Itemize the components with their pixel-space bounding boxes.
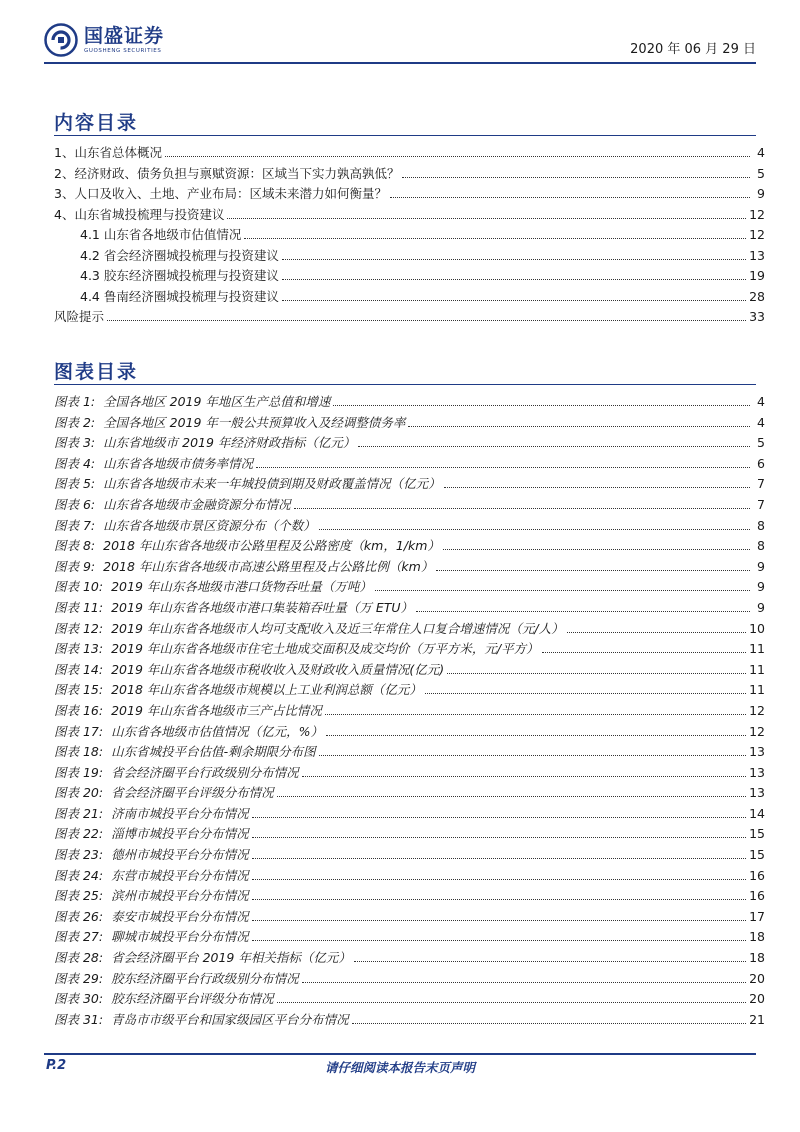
figure-entry[interactable]	[54, 804, 765, 825]
figure-entry[interactable]	[54, 701, 765, 722]
toc-entry-page: 9	[757, 186, 765, 201]
figure-entry-title: 胶东经济圈平台行政级别分布情况	[111, 970, 299, 986]
figure-leader-dots	[302, 981, 746, 983]
figure-leader-dots	[542, 651, 747, 653]
figure-leader-dots	[252, 939, 746, 941]
figure-leader-dots	[354, 960, 746, 962]
figure-leader-dots	[252, 836, 746, 838]
toc-entry[interactable]	[54, 287, 765, 308]
toc-entry[interactable]	[54, 164, 765, 185]
toc-entry-label: 4.1 山东省各地级市估值情况	[80, 227, 242, 242]
figure-entry-title: 2019 年山东省各地级市住宅土地成交面积及成交均价（万平方米，元/平方）	[111, 641, 539, 657]
figure-entry[interactable]	[54, 845, 765, 866]
figure-entry-number: 图表 9:	[54, 558, 96, 574]
figure-entry-title: 聊城市城投平台分布情况	[111, 929, 249, 945]
figure-entry-page: 7	[757, 476, 765, 492]
figure-entry-title: 2018 年山东省各地级市公路里程及公路密度（km，1/km）	[103, 538, 440, 554]
figure-entry-page: 7	[757, 496, 765, 512]
figure-entry-title: 淄博市城投平台分布情况	[111, 826, 249, 842]
figure-entry-number: 图表 14:	[54, 661, 104, 677]
toc-entry[interactable]	[54, 143, 765, 164]
figure-entry[interactable]	[54, 557, 765, 578]
figure-entry-title: 山东省各地级市债务率情况	[103, 455, 254, 471]
footer-divider	[44, 1053, 756, 1055]
figure-leader-dots	[567, 631, 747, 633]
figure-entry-number: 图表 30:	[54, 991, 104, 1007]
figure-entry[interactable]	[54, 927, 765, 948]
figure-entry-page: 5	[757, 435, 765, 451]
figure-entry[interactable]	[54, 886, 765, 907]
figure-entry-title: 山东省地级市 2019 年经济财政指标（亿元）	[103, 435, 356, 451]
toc-title: 内容目录	[54, 112, 139, 134]
toc-entry[interactable]	[54, 225, 765, 246]
figure-entry-title: 胶东经济圈平台评级分布情况	[111, 991, 274, 1007]
figure-entry-title: 省会经济圈平台评级分布情况	[111, 785, 274, 801]
figure-entry-page: 18	[749, 950, 765, 966]
figure-entry-number: 图表 24:	[54, 867, 104, 883]
figure-entry[interactable]	[54, 495, 765, 516]
figure-entry-number: 图表 27:	[54, 929, 104, 945]
figure-leader-dots	[375, 589, 750, 591]
brand-name: 国盛证券	[84, 25, 165, 47]
figure-entry-number: 图表 22:	[54, 826, 104, 842]
figure-entry-page: 9	[757, 599, 765, 615]
figure-entry-page: 10	[749, 620, 765, 636]
figure-entry-number: 图表 29:	[54, 970, 104, 986]
toc-leader-dots	[244, 237, 746, 239]
toc-entry-page: 12	[749, 206, 765, 222]
figure-leader-dots	[294, 507, 750, 509]
figure-entry-page: 6	[757, 455, 765, 471]
figure-entry[interactable]	[54, 722, 765, 743]
figure-leader-dots	[444, 486, 750, 488]
figures-title: 图表目录	[54, 361, 139, 383]
figure-entry-page: 8	[757, 517, 765, 533]
toc-title-divider	[54, 135, 756, 136]
toc-leader-dots	[282, 278, 746, 280]
figure-entry-title: 全国各地区 2019 年一般公共预算收入及经调整债务率	[103, 414, 406, 430]
figure-entry-title: 山东省各地级市未来一年城投债到期及财政覆盖情况（亿元）	[103, 476, 441, 492]
figure-entry-title: 2019 年山东各地级市港口货物吞吐量（万吨）	[111, 579, 372, 595]
figure-entry-title: 省会经济圈平台行政级别分布情况	[111, 764, 299, 780]
figure-entry[interactable]	[54, 948, 765, 969]
toc-leader-dots	[282, 258, 746, 260]
toc-leader-dots	[402, 176, 750, 178]
figure-entry-title: 山东省城投平台估值-剩余期限分布图	[111, 744, 316, 760]
figure-entry-number: 图表 19:	[54, 764, 104, 780]
brand-name-english: GUOSHENG SECURITIES	[84, 48, 162, 54]
figure-entry-page: 11	[749, 661, 765, 677]
figure-leader-dots	[352, 1022, 746, 1024]
toc-list	[54, 143, 765, 328]
figure-entry[interactable]	[54, 577, 765, 598]
figure-entry-page: 15	[749, 847, 765, 863]
figure-entry-page: 21	[749, 1011, 765, 1027]
figure-entry-number: 图表 15:	[54, 682, 104, 698]
figure-entry-number: 图表 17:	[54, 723, 104, 739]
figure-entry[interactable]	[54, 516, 765, 537]
figure-entry[interactable]	[54, 474, 765, 495]
figure-leader-dots	[333, 404, 750, 406]
toc-entry-label: 4、山东省城投梳理与投资建议	[54, 206, 225, 222]
figure-leader-dots	[252, 919, 746, 921]
figure-entry-page: 9	[757, 558, 765, 574]
figure-entry-title: 2019 年山东省各地级市税收收入及财政收入质量情况(亿元)	[111, 661, 445, 677]
figure-entry-title: 济南市城投平台分布情况	[111, 805, 249, 821]
figure-entry-page: 9	[757, 579, 765, 595]
toc-leader-dots	[390, 196, 750, 198]
figure-leader-dots	[277, 795, 746, 797]
figure-entry-number: 图表 6:	[54, 496, 96, 512]
figure-entry-number: 图表 18:	[54, 744, 104, 760]
figure-entry-number: 图表 8:	[54, 538, 96, 554]
figure-entry-title: 2018 年山东省各地级市规模以上工业利润总额（亿元）	[111, 682, 422, 698]
figure-leader-dots	[358, 445, 750, 447]
figure-leader-dots	[252, 878, 746, 880]
figure-entry-title: 山东省各地级市估值情况（亿元，%）	[111, 723, 323, 739]
figure-entry[interactable]	[54, 824, 765, 845]
figure-entry-title: 山东省各地级市景区资源分布（个数）	[103, 517, 316, 533]
figure-entry[interactable]	[54, 989, 765, 1010]
figure-entry-number: 图表 28:	[54, 950, 104, 966]
footer-disclaimer: 请仔细阅读本报告末页声明	[324, 1060, 475, 1075]
figure-leader-dots	[256, 466, 750, 468]
figure-entry-page: 14	[749, 805, 765, 821]
figure-entry-number: 图表 5:	[54, 476, 96, 492]
figure-entry-number: 图表 2:	[54, 414, 96, 430]
figure-leader-dots	[319, 528, 750, 530]
figure-entry-number: 图表 3:	[54, 435, 96, 451]
figure-entry[interactable]	[54, 763, 765, 784]
figure-entry[interactable]	[54, 536, 765, 557]
figure-entry[interactable]	[54, 1010, 765, 1031]
figure-leader-dots	[252, 898, 746, 900]
figure-entry-page: 12	[749, 702, 765, 718]
figure-entry[interactable]	[54, 907, 765, 928]
figure-entry-page: 20	[749, 970, 765, 986]
figure-entry[interactable]	[54, 969, 765, 990]
report-date: 2020 年 06 月 29 日	[630, 42, 756, 57]
header-divider	[44, 62, 756, 64]
figure-entry[interactable]	[54, 660, 765, 681]
figure-entry-number: 图表 13:	[54, 641, 104, 657]
toc-entry[interactable]	[54, 307, 765, 328]
toc-entry-label: 2、经济财政、债务负担与禀赋资源：区域当下实力孰高孰低？	[54, 165, 400, 181]
figure-entry[interactable]	[54, 413, 765, 434]
toc-entry[interactable]	[54, 184, 765, 205]
figure-entry-title: 2019 年山东省各地级市三产占比情况	[111, 702, 322, 718]
figure-entry[interactable]	[54, 392, 765, 413]
toc-entry-page: 4	[757, 145, 765, 160]
brand-logo	[44, 22, 164, 58]
figure-leader-dots	[447, 672, 746, 674]
toc-entry-label: 1、山东省总体概况	[54, 145, 162, 160]
toc-entry[interactable]	[54, 266, 765, 287]
figure-entry[interactable]	[54, 742, 765, 763]
figure-entry-page: 16	[749, 888, 765, 904]
figure-entry-title: 2019 年山东省各地级市人均可支配收入及近三年常住人口复合增速情况（元/人）	[111, 620, 564, 636]
figure-entry[interactable]	[54, 433, 765, 454]
toc-leader-dots	[227, 217, 746, 219]
figure-entry[interactable]	[54, 454, 765, 475]
toc-entry[interactable]	[54, 246, 765, 267]
figure-entry-page: 12	[749, 723, 765, 739]
toc-entry-label: 3、人口及收入、土地、产业布局：区域未来潜力如何衡量？	[54, 186, 387, 201]
toc-entry-page: 28	[749, 288, 765, 304]
figure-entry-title: 全国各地区 2019 年地区生产总值和增速	[103, 394, 331, 409]
figure-entry-page: 20	[749, 991, 765, 1007]
figure-leader-dots	[302, 775, 746, 777]
figure-entry-page: 13	[749, 764, 765, 780]
figure-entry-title: 2019 年山东省各地级市港口集装箱吞吐量（万 ETU）	[111, 599, 414, 615]
toc-entry-label: 4.2 省会经济圈城投梳理与投资建议	[80, 247, 279, 263]
figure-leader-dots	[443, 548, 750, 550]
figure-leader-dots	[277, 1001, 746, 1003]
figure-entry-title: 泰安市城投平台分布情况	[111, 908, 249, 924]
figure-entry-number: 图表 25:	[54, 888, 104, 904]
figure-entry-page: 13	[749, 785, 765, 801]
figure-entry-number: 图表 10:	[54, 579, 104, 595]
toc-entry-label: 风险提示	[54, 309, 105, 324]
figure-entry-number: 图表 23:	[54, 847, 104, 863]
figure-entry-title: 东营市城投平台分布情况	[111, 867, 249, 883]
toc-leader-dots	[282, 299, 746, 301]
toc-leader-dots	[107, 319, 746, 321]
figure-leader-dots	[252, 816, 746, 818]
figure-entry-title: 青岛市市级平台和国家级园区平台分布情况	[111, 1011, 349, 1027]
figure-entry[interactable]	[54, 639, 765, 660]
toc-entry-page: 12	[749, 227, 765, 242]
figure-entry-number: 图表 12:	[54, 620, 104, 636]
figure-entry-page: 18	[749, 929, 765, 945]
figure-entry-page: 11	[749, 641, 765, 657]
toc-entry[interactable]	[54, 205, 765, 226]
page-number: P.2	[46, 1058, 67, 1073]
figure-leader-dots	[425, 692, 746, 694]
figure-entry-page: 13	[749, 744, 765, 760]
figure-entry-page: 4	[757, 414, 765, 430]
figure-entry-number: 图表 4:	[54, 455, 96, 471]
toc-leader-dots	[165, 155, 750, 157]
figure-leader-dots	[408, 425, 750, 427]
figure-entry-title: 省会经济圈平台 2019 年相关指标（亿元）	[111, 950, 351, 966]
figure-entry[interactable]	[54, 619, 765, 640]
figure-entry-title: 2018 年山东省各地级市高速公路里程及占公路比例（km）	[103, 558, 434, 574]
guosheng-logo-icon	[44, 23, 78, 57]
figure-leader-dots	[325, 713, 746, 715]
figure-entry-title: 山东省各地级市金融资源分布情况	[103, 496, 291, 512]
figures-list	[54, 392, 765, 1030]
figure-entry-number: 图表 11:	[54, 599, 104, 615]
figure-entry-number: 图表 16:	[54, 702, 104, 718]
figure-entry-number: 图表 7:	[54, 517, 96, 533]
figure-entry-number: 图表 20:	[54, 785, 104, 801]
figure-leader-dots	[436, 569, 750, 571]
toc-entry-label: 4.3 胶东经济圈城投梳理与投资建议	[80, 268, 279, 283]
figure-leader-dots	[319, 754, 746, 756]
figure-entry-title: 德州市城投平台分布情况	[111, 847, 249, 863]
page-header	[44, 20, 756, 60]
figures-title-divider	[54, 384, 756, 385]
figure-entry[interactable]	[54, 598, 765, 619]
figure-entry-page: 17	[749, 908, 765, 924]
figure-leader-dots	[326, 734, 746, 736]
toc-entry-page: 5	[757, 165, 765, 181]
figure-entry[interactable]	[54, 783, 765, 804]
toc-entry-page: 13	[749, 247, 765, 263]
figure-leader-dots	[416, 610, 750, 612]
toc-entry-page: 19	[749, 268, 765, 283]
toc-entry-page: 33	[749, 309, 765, 324]
figure-entry-number: 图表 21:	[54, 805, 104, 821]
toc-entry-label: 4.4 鲁南经济圈城投梳理与投资建议	[80, 288, 279, 304]
figure-entry-number: 图表 1:	[54, 394, 96, 409]
figure-entry[interactable]	[54, 866, 765, 887]
figure-entry-page: 4	[757, 394, 765, 409]
figure-leader-dots	[252, 857, 746, 859]
figure-entry[interactable]	[54, 680, 765, 701]
figure-entry-page: 11	[749, 682, 765, 698]
figure-entry-number: 图表 26:	[54, 908, 104, 924]
figure-entry-title: 滨州市城投平台分布情况	[111, 888, 249, 904]
figure-entry-page: 16	[749, 867, 765, 883]
figure-entry-number: 图表 31:	[54, 1011, 104, 1027]
figure-entry-page: 8	[757, 538, 765, 554]
figure-entry-page: 15	[749, 826, 765, 842]
